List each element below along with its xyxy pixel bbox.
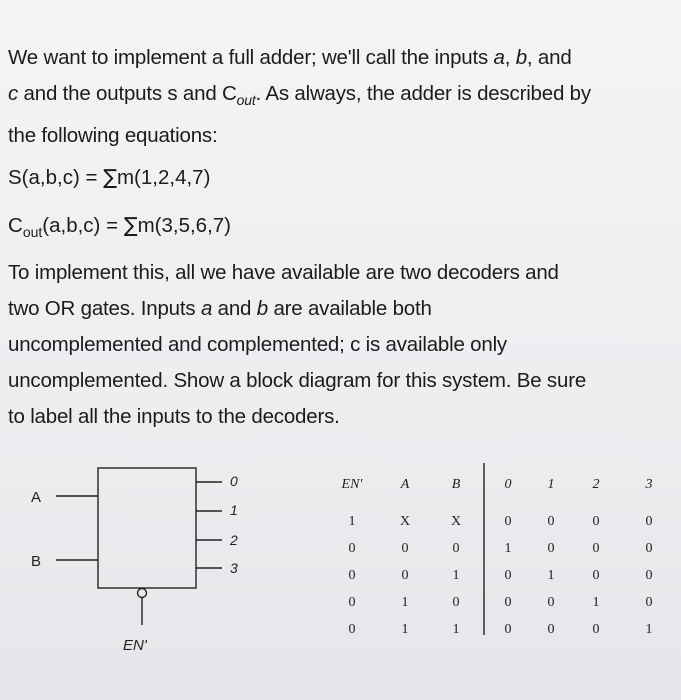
output-1-label: 1 — [230, 502, 238, 518]
output-0-label: 0 — [230, 473, 238, 489]
decoder-block — [98, 468, 196, 588]
table-cell: 0 — [452, 595, 460, 610]
enable-label: EN' — [123, 637, 147, 654]
table-cell: 0 — [504, 622, 512, 637]
table-cell: 0 — [504, 514, 512, 529]
output-3-label: 3 — [230, 560, 238, 576]
table-cell: 0 — [504, 595, 512, 610]
table-cell: 1 — [592, 595, 600, 610]
table-cell: 0 — [645, 514, 653, 529]
table-cell: 0 — [645, 595, 653, 610]
task-line-4: uncomplemented. Show a block diagram for this system. Be sure — [8, 369, 587, 392]
table-header-cell: B — [451, 477, 461, 492]
table-cell: 0 — [348, 568, 356, 583]
table-cell: 0 — [547, 514, 555, 529]
table-cell: 0 — [645, 541, 653, 556]
table-cell: 0 — [504, 568, 512, 583]
table-cell: 0 — [645, 568, 653, 583]
table-header-cell: 3 — [645, 477, 653, 492]
table-cell: 0 — [592, 514, 600, 529]
enable-bubble — [138, 589, 147, 598]
sum-equation: S(a,b,c) = ∑m(1,2,4,7) — [8, 165, 211, 189]
input-b-label: B — [31, 553, 42, 570]
table-cell: 0 — [401, 541, 409, 556]
table-header-cell: 2 — [592, 477, 600, 492]
table-header-cell: 0 — [504, 477, 512, 492]
table-header-cell: 1 — [547, 477, 555, 492]
table-cell: 1 — [504, 541, 512, 556]
table-cell: 0 — [592, 541, 600, 556]
table-cell: 0 — [452, 541, 460, 556]
table-cell: 1 — [401, 622, 409, 637]
task-line-1: To implement this, all we have available are two decoders and — [8, 261, 559, 284]
table-cell: 1 — [452, 568, 460, 583]
intro-line-2: c and the outputs s and $C_{out}$. As always, the adder is described by — [8, 82, 591, 109]
task-paragraph — [8, 255, 678, 435]
task-line-2: two OR gates. Inputs a and b are available both — [8, 297, 432, 320]
intro-line-1: We want to implement a full adder; we'll call the inputs a, b, and — [8, 46, 572, 69]
table-cell: 0 — [547, 595, 555, 610]
table-cells — [341, 477, 653, 637]
carry-equation: $C_{out}(a,b,c) = \sum m(3,5,6,7)$ — [8, 213, 231, 241]
table-cell: 0 — [592, 568, 600, 583]
table-cell: 0 — [348, 595, 356, 610]
table-cell: X — [450, 514, 462, 529]
table-cell: 1 — [645, 622, 653, 637]
table-cell: 0 — [348, 541, 356, 556]
input-a-label: A — [31, 489, 42, 506]
table-cell: 1 — [547, 568, 555, 583]
table-header-cell: A — [400, 477, 410, 492]
table-cell: X — [399, 514, 411, 529]
table-cell: 1 — [348, 514, 356, 529]
table-cell: 0 — [401, 568, 409, 583]
table-header-cell: EN' — [341, 477, 363, 492]
table-cell: 0 — [547, 622, 555, 637]
table-cell: 0 — [547, 541, 555, 556]
sigma-symbol: ∑ — [103, 165, 117, 189]
task-line-5: to label all the inputs to the decoders. — [8, 405, 340, 428]
table-cell: 1 — [401, 595, 409, 610]
intro-paragraph — [8, 40, 678, 154]
table-cell: 0 — [592, 622, 600, 637]
decoder-diagram — [20, 460, 290, 660]
task-line-3: uncomplemented and complemented; c is available only — [8, 333, 507, 356]
sigma-symbol: ∑ — [123, 213, 138, 237]
truth-table — [300, 455, 680, 645]
table-cell: 1 — [452, 622, 460, 637]
output-2-label: 2 — [230, 532, 238, 548]
intro-line-3: the following equations: — [8, 124, 218, 148]
table-cell: 0 — [348, 622, 356, 637]
